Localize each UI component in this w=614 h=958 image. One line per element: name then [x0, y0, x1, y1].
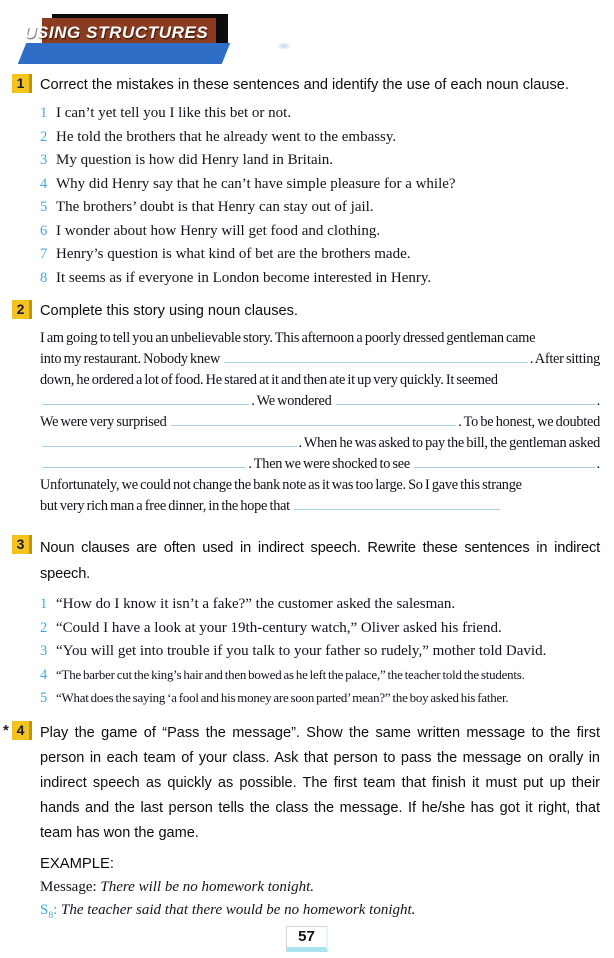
item-text: My question is how did Henry land in Britain.: [56, 152, 334, 168]
story-line: [40, 498, 600, 519]
fill-in-blank: [42, 464, 246, 468]
print-smudge: [276, 42, 292, 50]
message-label: Message:: [40, 878, 97, 895]
item-text: It seems as if everyone in London become interested in Henry.: [56, 269, 432, 286]
story-text: . To be honest, we doubted: [458, 414, 600, 430]
story-line: [40, 393, 600, 414]
story-text: . When he was asked to pay the bill, the gentleman asked: [298, 435, 600, 451]
list-item: [40, 102, 600, 126]
story-text: down, he ordered a lot of food. He stared at it and then ate it up very quickly. It seemed: [40, 372, 498, 388]
list-item: [40, 687, 600, 711]
item-text: The brothers’ doubt is that Henry can stay out of jail.: [56, 199, 374, 215]
exercise-3-badge-cell: [12, 535, 40, 711]
story-text: .: [596, 456, 600, 472]
story-paragraph: [40, 330, 600, 519]
list-item: [40, 243, 600, 267]
story-line: [40, 477, 600, 498]
exercise-4-star: *: [3, 721, 9, 739]
exercise-3-badge: 3: [12, 535, 32, 554]
item-number: 3: [40, 643, 48, 659]
list-item: [40, 196, 600, 220]
item-number: 5: [40, 690, 48, 706]
story-text: but very rich man a free dinner, in the hope that: [40, 498, 293, 514]
using-structures-banner: [18, 14, 258, 64]
example-label: EXAMPLE:: [40, 855, 115, 872]
story-text: .: [596, 393, 600, 409]
list-item: [40, 149, 600, 173]
item-number: 6: [40, 222, 48, 239]
story-text: . Then we were shocked to see: [248, 456, 413, 472]
fill-in-blank: [294, 506, 500, 510]
exercise-2-instruction: Complete this story using noun clauses.: [40, 303, 298, 319]
story-text: into my restaurant. Nobody knew: [40, 351, 223, 367]
item-text: I can’t yet tell you I like this bet or not.: [56, 105, 292, 121]
page-number: 57: [286, 926, 328, 952]
item-number: 5: [40, 199, 48, 215]
item-text: “Could I have a look at your 19th-century watch,” Oliver asked his friend.: [56, 619, 502, 636]
item-text: “You will get into trouble if you talk to your father so rudely,” mother told David.: [56, 643, 547, 659]
item-number: 1: [40, 596, 48, 612]
story-text: . After sitting: [529, 351, 600, 367]
item-number: 7: [40, 246, 48, 262]
item-text: Henry’s question is what kind of bet are the brothers made.: [56, 246, 411, 262]
list-item: [40, 640, 600, 664]
example-block: [40, 853, 600, 928]
exercise-4-section: [3, 721, 600, 928]
speaker-text: The teacher said that there would be no homework tonight.: [61, 901, 416, 918]
fill-in-blank: [414, 464, 594, 468]
exercise-1-instruction: Correct the mistakes in these sentences and identify the use of each noun clause.: [40, 77, 569, 93]
story-text: Unfortunately, we could not change the bank note as it was too large. So I gave this strange: [40, 477, 522, 493]
fill-in-blank: [171, 422, 456, 426]
item-text: I wonder about how Henry will get food and clothing.: [56, 222, 381, 239]
exercise-1-badge: 1: [12, 74, 32, 93]
item-number: 4: [40, 666, 48, 683]
exercise-3-instruction: Noun clauses are often used in indirect speech. Rewrite these sentences in indirect speech.: [40, 540, 600, 582]
speaker-line: [40, 899, 600, 928]
item-text: “The barber cut the king’s hair and then bowed as he left the palace,” the teacher told the students.: [56, 667, 525, 682]
banner-blue-ribbon: [18, 43, 230, 64]
story-text: I am going to tell you an unbelievable story. This afternoon a poorly dressed gentleman came: [40, 330, 536, 346]
exercise-2-badge: 2: [12, 300, 32, 319]
story-line: [40, 414, 600, 435]
story-text: . We wondered: [251, 393, 334, 409]
exercise-1-badge-cell: [12, 74, 40, 290]
exercise-1-section: [12, 74, 600, 290]
page-footer: [0, 926, 614, 952]
fill-in-blank: [336, 401, 595, 405]
fill-in-blank: [224, 359, 528, 363]
exercise-1-items: [40, 102, 600, 290]
story-line: [40, 330, 600, 351]
message-line: [40, 876, 600, 899]
list-item: [40, 593, 600, 617]
story-line: [40, 351, 600, 372]
exercise-4-instruction: Play the game of “Pass the message”. Show the same written message to the first person in each team of your class. Ask that person to pass the message on orally in indirect speech as quickly as possible. The first team that finish it must put up their hands and the last person tells the class the message. If he/she has got it right, that team has won the game.: [40, 724, 600, 841]
story-line: [40, 456, 600, 477]
fill-in-blank: [42, 443, 297, 447]
exercise-3-section: [12, 535, 600, 711]
list-item: [40, 220, 600, 244]
list-item: [40, 664, 600, 688]
item-number: 4: [40, 175, 48, 192]
fill-in-blank: [42, 401, 249, 405]
item-number: 2: [40, 619, 48, 636]
story-line: [40, 372, 600, 393]
exercise-2-badge-cell: [12, 300, 40, 519]
list-item: [40, 617, 600, 641]
exercise-3-items: [40, 593, 600, 711]
story-text: We were very surprised: [40, 414, 169, 430]
item-text: He told the brothers that he already went to the embassy.: [56, 128, 397, 145]
item-text: “How do I know it isn’t a fake?” the customer asked the salesman.: [56, 596, 456, 612]
list-item: [40, 126, 600, 150]
list-item: [40, 267, 600, 291]
item-number: 2: [40, 128, 48, 145]
speaker-label: $S_8$:: [40, 901, 58, 921]
exercise-2-section: [12, 300, 600, 519]
item-number: 8: [40, 269, 48, 286]
item-number: 3: [40, 152, 48, 168]
item-text: Why did Henry say that he can’t have simple pleasure for a while?: [56, 175, 456, 192]
message-text: There will be no homework tonight.: [100, 878, 315, 895]
list-item: [40, 173, 600, 197]
item-number: 1: [40, 105, 48, 121]
story-line: [40, 435, 600, 456]
exercise-4-badge: 4: [12, 721, 32, 740]
banner-title: USING STRUCTURES: [24, 23, 209, 42]
exercise-4-badge-cell: [3, 721, 40, 928]
item-text: “What does the saying ‘a fool and his money are soon parted’ mean?” the boy asked his father.: [56, 691, 509, 705]
